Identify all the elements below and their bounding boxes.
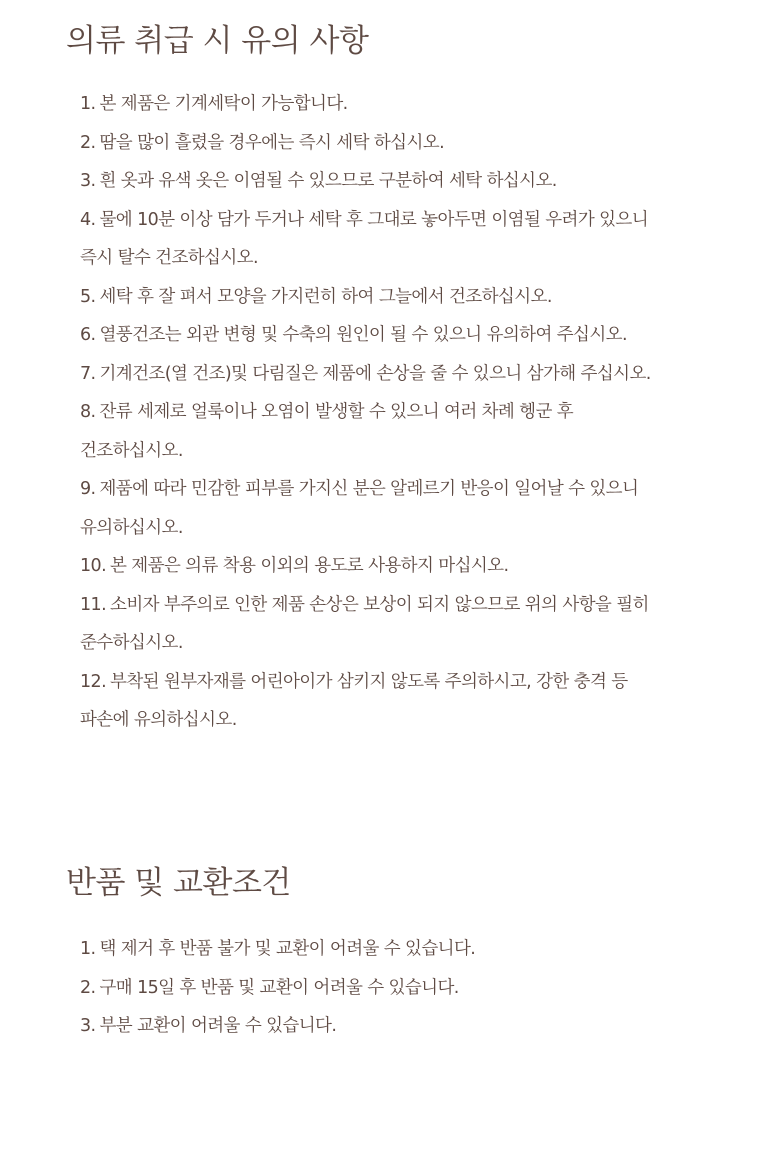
care-item-line (80, 701, 720, 740)
care-item-text: 세탁 후 잘 펴서 모양을 가지런히 하여 그늘에서 건조하십시오. (99, 286, 552, 307)
care-item-line (80, 432, 720, 471)
return-exchange-list (80, 930, 720, 1046)
care-item-number: 3. (80, 171, 96, 191)
care-item-number: 1. (80, 94, 96, 114)
care-item-line (80, 85, 720, 124)
care-item (80, 124, 720, 163)
care-item-number: 5. (80, 286, 96, 307)
care-instructions-title: 의류 취급 시 유의 사항 (66, 23, 369, 59)
care-item-number: 11. (80, 594, 107, 615)
care-item-text: 건조하십시오. (80, 440, 183, 461)
care-item-text: 물에 10분 이상 담가 두거나 세탁 후 그대로 놓아두면 이염될 우려가 있으니 (99, 209, 649, 230)
care-item (80, 586, 720, 663)
care-item-number: 9. (80, 479, 96, 499)
care-item (80, 470, 720, 547)
care-item-line (80, 239, 720, 278)
care-item-line (80, 393, 720, 432)
care-item-line (80, 316, 720, 355)
care-item-text: 흰 옷과 유색 옷은 이염될 수 있으므로 구분하여 세탁 하십시오. (99, 171, 557, 191)
care-item-line (80, 124, 720, 163)
return-item (80, 969, 720, 1008)
care-item-number: 7. (80, 363, 96, 384)
care-item-text: 열풍건조는 외관 변형 및 수축의 원인이 될 수 있으니 유의하여 주십시오. (99, 325, 627, 345)
return-item-line (80, 930, 720, 969)
care-item-line (80, 547, 720, 586)
care-item (80, 85, 720, 124)
care-item-number: 8. (80, 402, 96, 422)
care-item-text: 파손에 유의하십시오. (80, 710, 237, 730)
return-item-line (80, 1007, 720, 1046)
care-item-text: 잔류 세제로 얼룩이나 오염이 발생할 수 있으니 여러 차례 헹군 후 (99, 402, 574, 422)
care-item-text: 부착된 원부자재를 어린아이가 삼키지 않도록 주의하시고, 강한 충격 등 (110, 671, 628, 692)
care-instructions-list (80, 85, 720, 740)
care-item-text: 소비자 부주의로 인한 제품 손상은 보상이 되지 않으므로 위의 사항을 필히 (110, 594, 649, 615)
care-instructions-section (66, 20, 746, 730)
care-item-text: 기계건조(열 건조)및 다림질은 제품에 손상을 줄 수 있으니 삼가해 주십시오. (99, 363, 651, 384)
care-item-line (80, 278, 720, 317)
care-item (80, 355, 720, 394)
care-item-line (80, 201, 720, 240)
care-item-text: 제품에 따라 민감한 피부를 가지신 분은 알레르기 반응이 일어날 수 있으니 (99, 479, 639, 499)
care-item-text: 즉시 탈수 건조하십시오. (80, 248, 258, 268)
care-item-line (80, 663, 720, 702)
care-item-text: 유의하십시오. (80, 517, 183, 538)
return-exchange-title: 반품 및 교환조건 (66, 865, 291, 901)
return-item (80, 1007, 720, 1046)
care-item-number: 10. (80, 556, 107, 576)
return-item-text: 부분 교환이 어려울 수 있습니다. (99, 1016, 337, 1036)
care-item-line (80, 509, 720, 548)
care-item-text: 땀을 많이 흘렸을 경우에는 즉시 세탁 하십시오. (99, 132, 445, 153)
return-item-number: 2. (80, 977, 96, 998)
care-item-text: 준수하십시오. (80, 633, 183, 653)
return-item-number: 1. (80, 939, 96, 959)
care-item-number: 6. (80, 325, 96, 345)
care-item-line (80, 355, 720, 394)
care-item (80, 316, 720, 355)
care-item-line (80, 162, 720, 201)
return-item-number: 3. (80, 1016, 96, 1036)
care-item-number: 2. (80, 132, 96, 153)
care-item (80, 278, 720, 317)
care-item-text: 본 제품은 의류 착용 이외의 용도로 사용하지 마십시오. (110, 556, 509, 576)
return-item-line (80, 969, 720, 1008)
return-exchange-section (66, 862, 746, 1036)
care-item-line (80, 624, 720, 663)
care-item-text: 본 제품은 기계세탁이 가능합니다. (99, 94, 348, 114)
care-item (80, 162, 720, 201)
care-item-number: 12. (80, 671, 107, 692)
return-item (80, 930, 720, 969)
return-item-text: 구매 15일 후 반품 및 교환이 어려울 수 있습니다. (99, 977, 459, 998)
care-item (80, 201, 720, 278)
care-item (80, 393, 720, 470)
care-item (80, 663, 720, 740)
care-item-line (80, 470, 720, 509)
care-item-number: 4. (80, 209, 96, 230)
care-item-line (80, 586, 720, 625)
return-item-text: 택 제거 후 반품 불가 및 교환이 어려울 수 있습니다. (99, 939, 476, 959)
care-item (80, 547, 720, 586)
